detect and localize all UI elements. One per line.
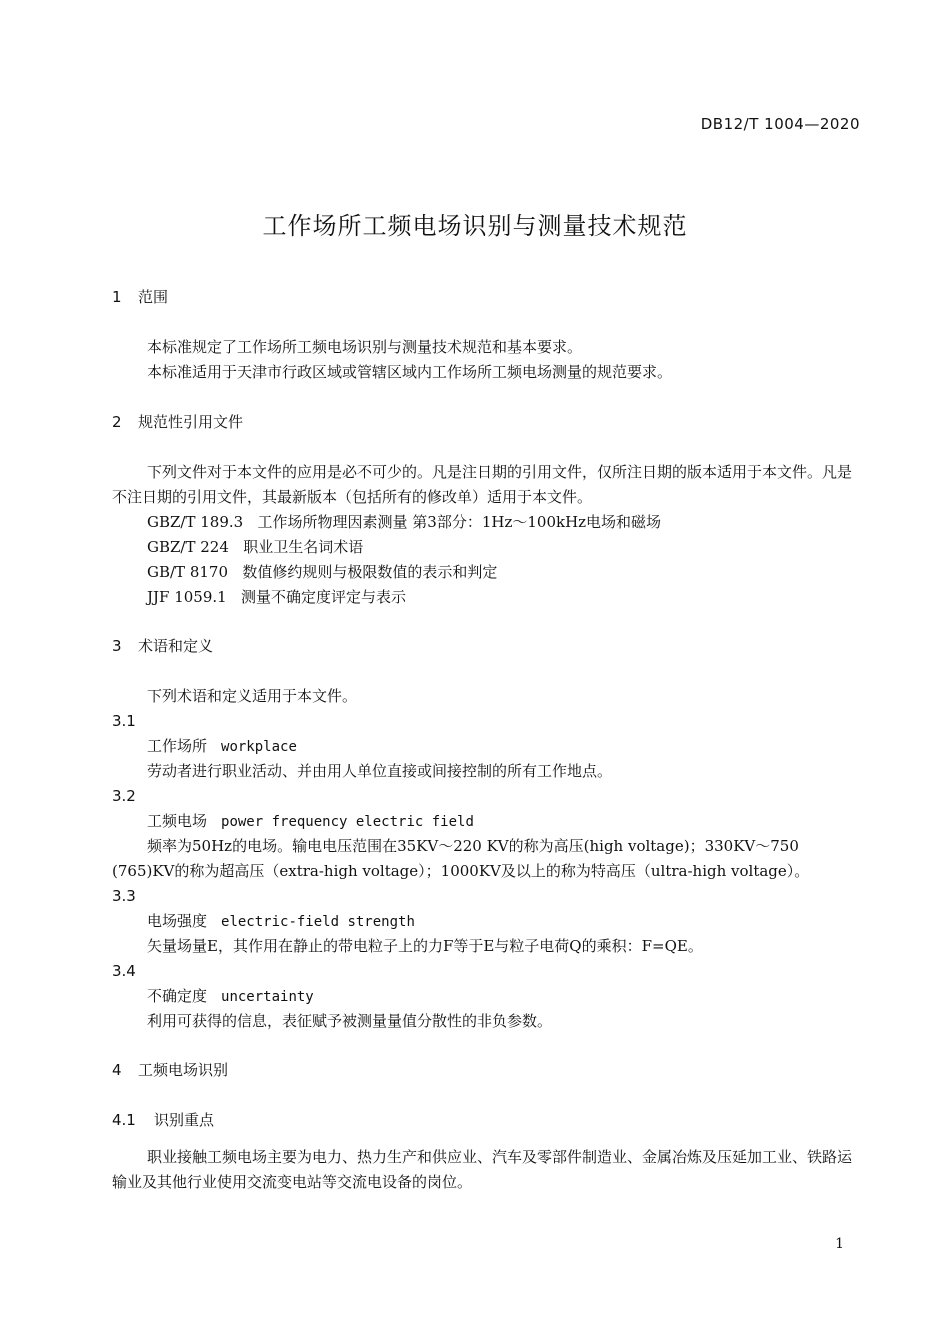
section-title: 工频电场识别: [138, 1061, 229, 1079]
term-definition: 劳动者进行职业活动、并由用人单位直接或间接控制的所有工作地点。: [147, 762, 613, 780]
reference-title: 数值修约规则与极限数值的表示和判定: [242, 563, 498, 581]
term-heading: [112, 984, 895, 1010]
subsection-number: 4.1: [112, 1111, 136, 1129]
section-1-para-1: 本标准规定了工作场所工频电场识别与测量技术规范和基本要求。: [147, 338, 583, 356]
reference-item: [112, 585, 895, 610]
reference-item: [112, 560, 895, 585]
term-zh: 工作场所: [147, 737, 208, 755]
term-number: 3.1: [112, 712, 136, 730]
reference-item: [112, 510, 895, 535]
term-definition: 频率为50Hz的电场。输电电压范围在35KV～220 KV的称为高压(high voltage)；330KV～750 (765)KV的称为超高压（extra-high voltage）；1000KV及以上的称为特高压（ultra-high voltage）。: [112, 837, 810, 880]
reference-code: JJF 1059.1: [147, 588, 227, 606]
section-3-intro: 下列术语和定义适用于本文件。: [147, 687, 358, 705]
reference-title: 测量不确定度评定与表示: [241, 588, 407, 606]
reference-item: [112, 535, 895, 560]
section-number: 3: [112, 637, 122, 655]
term-zh: 不确定度: [147, 987, 208, 1005]
term-number: 3.2: [112, 787, 136, 805]
section-1-para-2: 本标准适用于天津市行政区域或管辖区域内工作场所工频电场测量的规范要求。: [147, 363, 673, 381]
reference-code: GB/T 8170: [147, 563, 229, 581]
section-2-heading: [112, 409, 860, 435]
term-en: power frequency electric field: [221, 814, 474, 830]
subsection-4-1-para: 职业接触工频电场主要为电力、热力生产和供应业、汽车及零部件制造业、金属冶炼及压延加工业、铁路运输业及其他行业使用交流变电站等交流电设备的岗位。: [112, 1148, 853, 1191]
term-number: 3.4: [112, 962, 136, 980]
section-2-intro: 下列文件对于本文件的应用是必不可少的。凡是注日期的引用文件，仅所注日期的版本适用于本文件。凡是不注日期的引用文件，其最新版本（包括所有的修改单）适用于本文件。: [112, 463, 853, 506]
section-number: 4: [112, 1061, 122, 1079]
term-zh: 电场强度: [147, 912, 208, 930]
term-zh: 工频电场: [147, 812, 208, 830]
term-number: 3.3: [112, 887, 136, 905]
page-number: 1: [835, 1236, 844, 1252]
term-en: uncertainty: [221, 989, 314, 1005]
term-en: electric-field strength: [221, 914, 415, 930]
term-definition: 矢量场量E，其作用在静止的带电粒子上的力F等于E与粒子电荷Q的乘积：F=QE。: [147, 937, 703, 955]
section-1-heading: [112, 284, 860, 310]
subsection-title: 识别重点: [154, 1111, 215, 1129]
section-title: 术语和定义: [138, 637, 214, 655]
reference-title: 工作场所物理因素测量 第3部分：1Hz～100kHz电场和磁场: [257, 513, 662, 531]
section-3-heading: [112, 633, 860, 659]
reference-code: GBZ/T 224: [147, 538, 229, 556]
term-definition: 利用可获得的信息，表征赋予被测量量值分散性的非负参数。: [147, 1012, 553, 1030]
page-title: 工作场所工频电场识别与测量技术规范: [262, 212, 688, 240]
term-heading: [112, 909, 895, 935]
section-number: 1: [112, 288, 122, 306]
reference-title: 职业卫生名词术语: [243, 538, 364, 556]
subsection-4-1-heading: [112, 1107, 860, 1133]
term-heading: [112, 809, 895, 835]
section-number: 2: [112, 413, 122, 431]
section-4-heading: [112, 1057, 860, 1083]
section-title: 范围: [138, 288, 169, 306]
section-title: 规范性引用文件: [138, 413, 244, 431]
term-heading: [112, 734, 895, 760]
standard-code: DB12/T 1004—2020: [700, 115, 860, 133]
reference-code: GBZ/T 189.3: [147, 513, 244, 531]
term-en: workplace: [221, 739, 297, 755]
